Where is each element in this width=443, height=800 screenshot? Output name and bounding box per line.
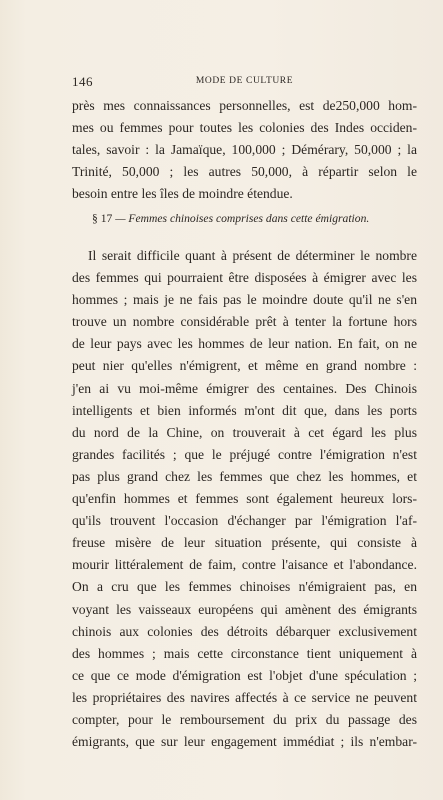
text-line: du nord de la Chine, on trouverait à cet égard les plus [72, 424, 417, 440]
text-line: des femmes qui pourraient être disposées à émigrer avec les [72, 270, 417, 286]
text-line: tales, savoir : la Jamaïque, 100,000 ; Démérary, 50,000 ; la [72, 142, 417, 158]
paragraph-continued [72, 95, 417, 205]
page-number: 146 [72, 74, 93, 89]
text-line: Trinité, 50,000 ; les autres 50,000, à répartir selon le [72, 164, 417, 180]
text-line: peut nier qu'elles n'émigrent, et même en grand nombre : [72, 358, 417, 374]
text-line: intelligents et bien informés m'ont dit que, dans les ports [72, 402, 417, 418]
text-line: compter, pour le remboursement du prix du passage des [72, 711, 417, 727]
page-header [72, 74, 417, 90]
text-line: des hommes ; mais cette circonstance tient uniquement à [72, 645, 417, 661]
section-title: — Femmes chinoises comprises dans cette émigration. [115, 212, 370, 225]
text-line: freuse misère de leur situation présente, qui consiste à [72, 535, 417, 551]
text-line: près mes connaissances personnelles, est de250,000 hom- [72, 98, 417, 113]
text-line: Il serait difficile quant à présent de déterminer le nombre [88, 248, 417, 263]
text-line: j'en ai vu moi-même émigrer des centaines. Des Chinois [72, 380, 417, 396]
text-line: voyant les vaisseaux européens qui amènent des émigrants [72, 601, 417, 617]
text-line: mes ou femmes pour toutes les colonies des Indes occiden- [72, 120, 417, 136]
text-line: trouve un nombre considérable prêt à tenter la fortune hors [72, 314, 417, 330]
text-line: mourir littéralement de faim, contre l'aisance et l'abondance. [72, 557, 417, 573]
paragraph-main [72, 245, 417, 753]
text-line: grandes facilités ; que le préjugé contre l'émigration n'est [72, 446, 417, 462]
text-line: de leur pays avec les hommes de leur nation. En fait, on ne [72, 336, 417, 352]
text-line: pas plus grand chez les femmes que chez les hommes, et [72, 468, 417, 484]
text-line: On a cru que les femmes chinoises n'émigraient pas, en [72, 579, 417, 595]
section-heading [92, 212, 412, 225]
text-line: chinois aux colonies des détroits débarquer exclusivement [72, 623, 417, 639]
text-line: qu'ils trouvent l'occasion d'échanger par l'émigration l'af- [72, 513, 417, 529]
section-mark: § 17 [92, 212, 113, 225]
text-line: besoin entre les îles de moindre étendue. [72, 186, 293, 202]
running-head: MODE DE CULTURE [195, 76, 294, 86]
text-line: émigrants, que sur leur engagement immédiat ; ils n'embar- [72, 734, 417, 750]
text-line: hommes ; mais je ne fais pas le moindre doute qu'il ne s'en [72, 292, 417, 308]
text-line: les propriétaires des navires affectés à ce service ne peuvent [72, 689, 417, 705]
text-line: ce que ce mode d'émigration est l'objet d'une spéculation ; [72, 667, 417, 683]
text-line: qu'enfin hommes et femmes sont également heureux lors- [72, 491, 417, 507]
